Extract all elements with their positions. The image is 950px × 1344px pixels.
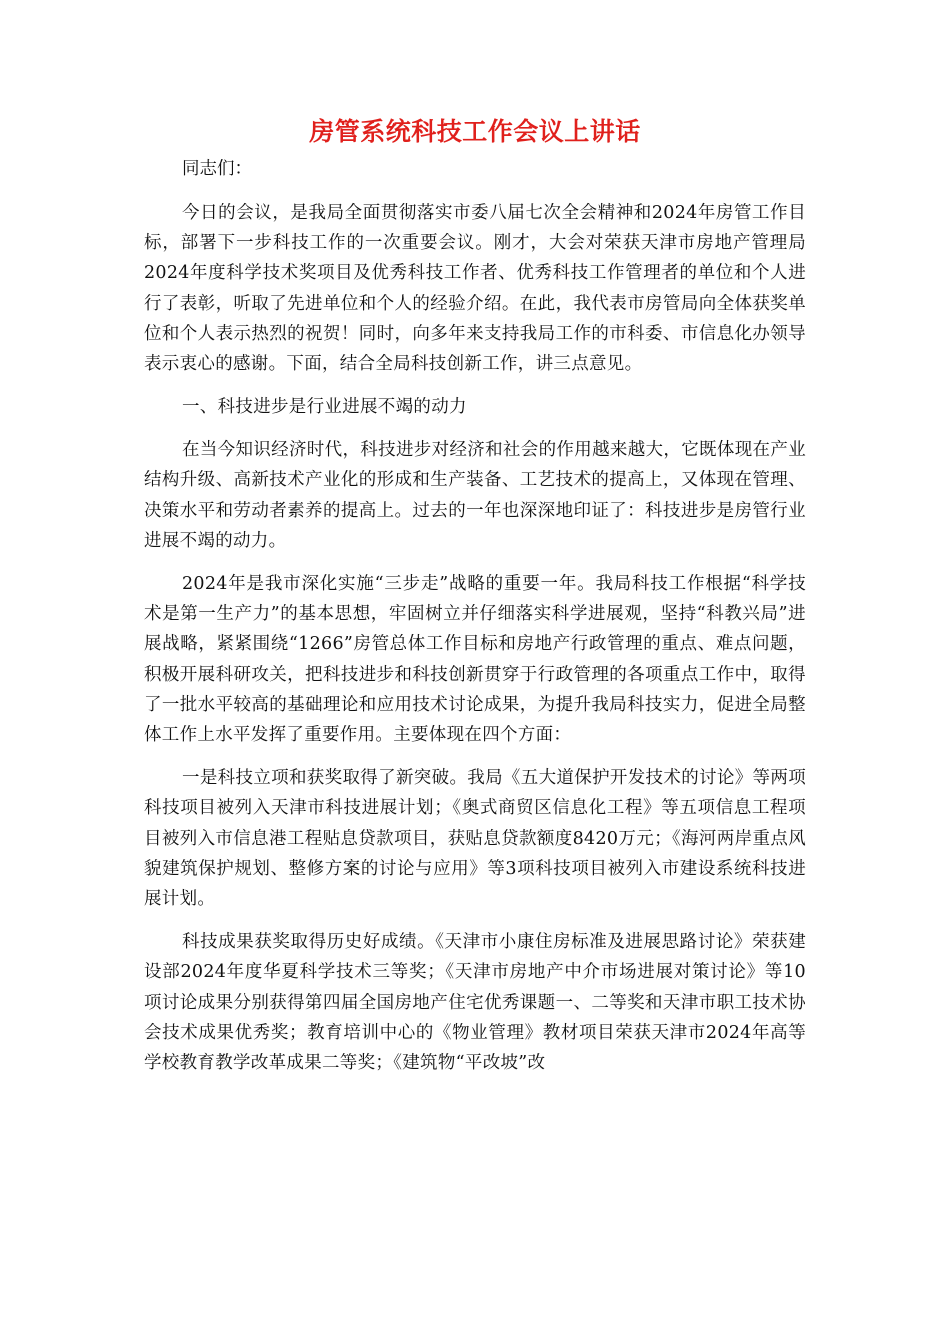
document-title: 房管系统科技工作会议上讲话 [309,117,641,146]
paragraph-2024-strategy: 2024年是我市深化实施“三步走”战略的重要一年。我局科技工作根据“科学技术是第一生产力”的基本思想，牢固树立并仔细落实科学进展观，坚持“科教兴局”进展战略，紧紧围绕“1266”房管总体工作目标和房地产行政管理的重点、难点问题，积极开展科研攻关，把科技进步和科技创新贯穿于行政管理的各项重点工作中，取得了一批水平较高的基础理论和应用技术讨论成果，为提升我局科技实力，促进全局整体工作上水平发挥了重要作用。主要体现在四个方面： [144,574,806,746]
section-heading-1: 一、科技进步是行业进展不竭的动力 [182,397,467,418]
paragraph-opening: 今日的会议，是我局全面贯彻落实市委八届七次全会精神和2024年房管工作目标，部署下一步科技工作的一次重要会议。刚才，大会对荣获天津市房地产管理局2024年度科学技术奖项目及优秀科技工作者、优秀科技工作管理者的单位和个人进行了表彰，听取了先进单位和个人的经验介绍。在此，我代表市房管局向全体获奖单位和个人表示热烈的祝贺！同时，向多年来支持我局工作的市科委、市信息化办领导表示衷心的感谢。下面，结合全局科技创新工作，讲三点意见。 [144,203,806,375]
paragraph-knowledge-economy: 在当今知识经济时代，科技进步对经济和社会的作用越来越大，它既体现在产业结构升级、高新技术产业化的形成和生产装备、工艺技术的提高上，又体现在管理、决策水平和劳动者素养的提高上。过去的一年也深深地印证了：科技进步是房管行业进展不竭的动力。 [144,440,806,551]
document-page [144,112,806,1091]
salutation: 同志们： [182,159,252,179]
paragraph-award-results: 科技成果获奖取得历史好成绩。《天津市小康住房标准及进展思路讨论》荣获建设部2024年度华夏科学技术三等奖；《天津市房地产中介市场进展对策讨论》等10项讨论成果分别获得第四届全国房地产住宅优秀课题一、二等奖和天津市职工技术协会技术成果优秀奖；教育培训中心的《物业管理》教材项目荣获天津市2024年高等学校教育教学改革成果二等奖；《建筑物“平改坡”改 [144,932,806,1074]
paragraph-project-breakthrough: 一是科技立项和获奖取得了新突破。我局《五大道保护开发技术的讨论》等两项科技项目被列入天津市科技进展计划；《奥式商贸区信息化工程》等五项信息工程项目被列入市信息港工程贴息贷款项目，获贴息贷款额度8420万元；《海河两岸重点风貌建筑保护规划、整修方案的讨论与应用》等3项科技项目被列入市建设系统科技进展计划。 [144,768,806,910]
